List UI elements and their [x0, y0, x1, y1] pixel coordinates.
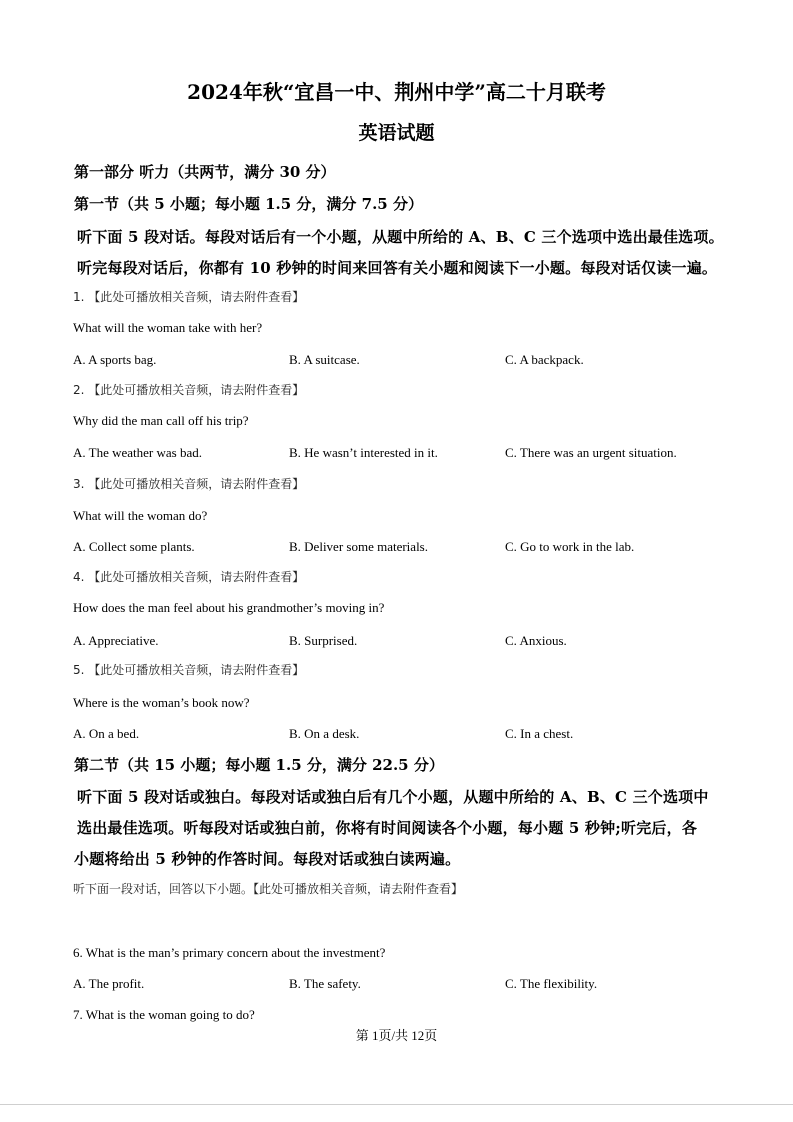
q3-option-b[interactable]: B. Deliver some materials.	[289, 539, 428, 554]
q1-option-b[interactable]: B. A suitcase.	[289, 352, 360, 367]
q4-option-c[interactable]: C. Anxious.	[505, 633, 567, 648]
q6-option-b[interactable]: B. The safety.	[289, 976, 361, 991]
q3-audio-note: 3. 【此处可播放相关音频，请去附件查看】	[73, 477, 305, 491]
q5-option-c[interactable]: C. In a chest.	[505, 726, 574, 741]
q1-option-c[interactable]: C. A backpack.	[505, 352, 584, 367]
q5-audio-note: 5. 【此处可播放相关音频，请去附件查看】	[73, 663, 305, 677]
q7-text: 7. What is the woman going to do?	[73, 1007, 255, 1022]
q2-text: Why did the man call off his trip?	[73, 413, 249, 428]
q4-text: How does the man feel about his grandmother’s moving in?	[73, 600, 385, 615]
part1-heading: 第一部分 听力（共两节，满分 30 分）	[74, 163, 336, 181]
section2-heading: 第二节（共 15 小题；每小题 1.5 分，满分 22.5 分）	[74, 756, 444, 774]
q6-text: 6. What is the man’s primary concern about the investment?	[73, 945, 386, 960]
q3-text: What will the woman do?	[73, 508, 208, 523]
q1-option-a[interactable]: A. A sports bag.	[73, 352, 157, 367]
q2-option-c[interactable]: C. There was an urgent situation.	[505, 445, 677, 460]
q6-option-c[interactable]: C. The flexibility.	[505, 976, 598, 991]
q2-audio-note: 2. 【此处可播放相关音频，请去附件查看】	[73, 383, 305, 397]
section1-instruction-line1: 听下面 5 段对话。每段对话后有一个小题，从题中所给的 A、B、C 三个选项中选出最佳选项。	[77, 228, 724, 246]
section2-instruction-line1: 听下面 5 段对话或独白。每段对话或独白后有几个小题，从题中所给的 A、B、C 三个选项中	[77, 788, 709, 806]
q4-audio-note: 4. 【此处可播放相关音频，请去附件查看】	[73, 570, 305, 584]
q5-option-b[interactable]: B. On a desk.	[289, 726, 360, 741]
q2-option-a[interactable]: A. The weather was bad.	[73, 445, 202, 460]
exam-subtitle: 英语试题	[358, 122, 435, 144]
section2-audio-note: 听下面一段对话，回答以下小题。【此处可播放相关音频，请去附件查看】	[73, 882, 464, 896]
q3-option-c[interactable]: C. Go to work in the lab.	[505, 539, 635, 554]
q1-audio-note: 1. 【此处可播放相关音频，请去附件查看】	[73, 290, 305, 304]
section1-instruction-line2: 听完每段对话后，你都有 10 秒钟的时间来回答有关小题和阅读下一小题。每段对话仅读一遍。	[77, 259, 718, 277]
q3-option-a[interactable]: A. Collect some plants.	[73, 539, 195, 554]
q2-option-b[interactable]: B. He wasn’t interested in it.	[289, 445, 438, 460]
page-number: 第 1页/共 12页	[355, 1028, 438, 1043]
q4-option-b[interactable]: B. Surprised.	[289, 633, 358, 648]
section2-instruction-line3: 小题将给出 5 秒钟的作答时间。每段对话或独白读两遍。	[74, 850, 461, 868]
section1-heading: 第一节（共 5 小题；每小题 1.5 分，满分 7.5 分）	[74, 195, 423, 213]
q1-text: What will the woman take with her?	[73, 320, 263, 335]
q5-option-a[interactable]: A. On a bed.	[73, 726, 140, 741]
page-bottom-divider	[0, 1104, 793, 1105]
section2-instruction-line2: 选出最佳选项。听每段对话或独白前，你将有时间阅读各个小题，每小题 5 秒钟;听完后，各	[77, 819, 698, 837]
q5-text: Where is the woman’s book now?	[73, 695, 250, 710]
exam-title: 2024年秋“宜昌一中、荆州中学”高二十月联考	[187, 80, 606, 104]
q6-option-a[interactable]: A. The profit.	[73, 976, 145, 991]
q4-option-a[interactable]: A. Appreciative.	[73, 633, 159, 648]
